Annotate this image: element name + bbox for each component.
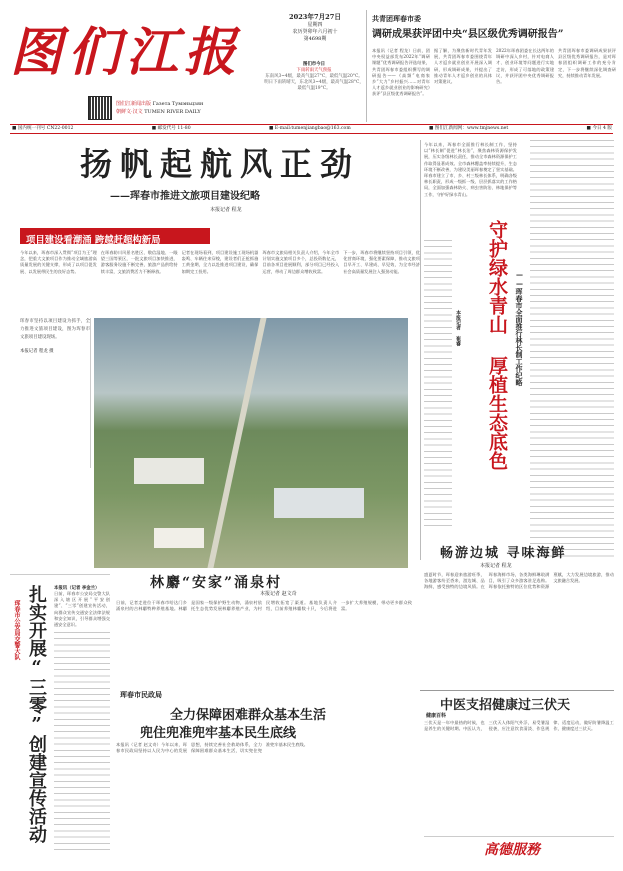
- photo-building-2: [274, 488, 364, 518]
- info-web: ■ 图们江新闻网：www.tmjnews.net: [428, 126, 509, 131]
- top-right-col-1: 本报讯（记者 程龙）日前，团中央权益部发布2022年“调研课题”优秀调研报告评选结果，共青团珲春市委组织撰写的调研报告——《高频”电商家乡”大力”乡村振兴……对青年人才返乡就业创业的影响研究》获评“县区级优秀调研报告”。: [372, 48, 430, 97]
- medical-text: 三伏天是一年中最热的时候，也是养生的关键时期。中医认为，三伏天人体阳气外浮，易受暑湿侵袭，应注意饮食清淡、作息规律、适度运动，做好防暑降温工作，健康度过三伏天。: [424, 720, 614, 732]
- middle-headline: 林麝“安家”涌泉村: [150, 575, 283, 591]
- middle-body: [116, 600, 412, 670]
- paper-en: TUMEN RIVER DAILY: [144, 109, 201, 115]
- left-vertical-subtitle: 珲春市公安局交警大队: [13, 600, 20, 660]
- info-pages: ■ 今日 4 版: [586, 126, 612, 131]
- lead-body: [20, 250, 420, 310]
- lead-col-3: 记者在现场看到，项目建设施工现场机器轰鸣、车辆往来穿梭，建设者们正抢抓施工黄金期，全力以赴推进项目建设，确保如期完工投用。: [181, 250, 259, 274]
- left-vertical-title: 扎实开展“三零”创建宣传活动: [26, 585, 47, 843]
- left-vertical-lines: [54, 632, 110, 852]
- logo: [10, 8, 260, 98]
- info-bar: [12, 125, 612, 133]
- right-feature-title: 守护绿水青山 厚植生态底色: [486, 220, 508, 470]
- weekday: 星期四: [307, 22, 323, 28]
- middle-byline: 本报记者 赵文奇: [260, 591, 297, 597]
- weather-title: 图们市今日: [303, 62, 325, 67]
- medical-byline: 健康百科: [426, 713, 447, 719]
- weather-box: [264, 62, 364, 114]
- lead-photo-credit: 本报记者 程龙 摄: [20, 349, 54, 354]
- lead-aerial-photo: [94, 318, 408, 568]
- qr-code: [88, 96, 112, 120]
- issue-date: 2023年7月27日: [289, 13, 341, 21]
- top-right-headline: 调研成果获评团中央“县区级优秀调研报告”: [372, 29, 564, 40]
- publisher-info: [116, 100, 266, 116]
- right-feature-body: 今年以来，珲春市全面推行林长制工作，坚持以“林长制”促进“林长治”，聚焦森林资源保护发展，压实各级林长责任，推动全市森林资源保护工作取得显著成效。全市森林覆盖率持续提升，生态环境不断改善，为建设美丽珲春奠定了坚实基础。珲春市建立了市、乡、村三级林长体系，明确各级林长职责，形成一级抓一级、层层抓落实的工作格局，全面加强森林防火、病虫害防治、林地保护等工作，守护好绿水青山。: [424, 142, 517, 197]
- paper-kr: Газета Тумэньцзян: [152, 101, 204, 107]
- lead-col-5: 下一步，珲春市将继续坚持项目引领，优化营商环境，强化要素保障，推动文旅项目早开工、早建成、早见效，为全市经济社会高质量发展注入强劲动能。: [343, 250, 420, 274]
- travel-byline: 本报记者 程龙: [480, 563, 512, 569]
- travel-body: [424, 572, 614, 682]
- medical-body: [424, 720, 614, 830]
- lead-banner: [20, 228, 210, 244]
- medical-ad-text: 高德服務: [484, 842, 540, 858]
- logo-text: 图们江报: [10, 22, 243, 83]
- lead-col-2: 在珲春防川风景名胜区、敬信湿地、一眼望三国等景区，一批文旅项目加快推进，游客服务设施不断完善，旅游产品供给持续丰富，文旅消费活力不断释放。: [100, 250, 178, 274]
- top-right-body: [372, 48, 616, 120]
- left-box-rule: [10, 574, 110, 575]
- civil-body: [116, 742, 412, 862]
- masthead-divider: [366, 10, 367, 122]
- info-email: ■ E-mail:tumenjiangbao@163.com: [268, 126, 351, 131]
- lead-col-1: 今年以来，珲春市深入贯彻“项目为王”理念，把重大文旅项目作为推动全域旅游高质量发展的关键支撑，形成了以项目促发展、以发展带民生的良好态势。: [20, 250, 97, 274]
- right-feature-subtitle: ——珲春市全面推行林长制工作纪略: [515, 270, 524, 386]
- right-column-divider: [420, 140, 421, 560]
- top-right-col-3: 2022年珲春团委在长达两年的调研中深入乡村，针对电商人才、创业环境等问题进行实地走访，形成了可落地的政策建议，并获评团中央优秀调研报告。: [496, 48, 554, 85]
- medical-rule: [420, 690, 614, 691]
- lead-col-4: 珲春市文旅局相关负责人介绍，今年全市计划实施文旅项目多个，总投资数亿元，目前各项目进展顺利，部分项目已经投入运营，带动了周边群众增收致富。: [262, 250, 340, 274]
- medical-headline: 中医支招健康过三伏天: [440, 698, 571, 713]
- lead-photo-caption: 珲春市坚持以项目建设为抓手，全力推进文旅项目建设，图为珲春市文旅项目建设现场。: [20, 319, 90, 340]
- publisher-cn: 图们江新闻出版: [116, 101, 152, 107]
- lead-caption-box: [20, 318, 91, 468]
- left-vertical-byline: 本报讯（记者 李金兰）: [54, 586, 100, 591]
- date-box: [284, 12, 346, 64]
- photo-road: [207, 318, 266, 568]
- travel-text: 盛夏时节，珲春迎来旅游旺季，各地游客纷至沓来，游边城、品海鲜，感受独特的边境风情。在珲春海鲜市场，各类海鲜琳琅满目，吸引了众多游客驻足选购。珲春依托独特的区位优势和资源禀赋，大力发展边境旅游，推动文旅融合发展。: [424, 572, 614, 590]
- info-rule: [10, 133, 613, 134]
- right-feature-byline: 本报记者 崔睿: [455, 310, 461, 346]
- middle-text: 日前，记者走进位于珲春市哈达门乡涌泉村的吉林麝特种养殖基地。林麝是国家一级保护野生动物，涌泉村依托生态优势发展林麝养殖产业，为村民增收拓宽了渠道。基地负责人介绍，目前养殖林麝数十只，今后将进一步扩大养殖规模，带动更多群众致富。: [116, 600, 412, 612]
- top-right-kicker: 共青团珲春市委: [372, 14, 421, 23]
- info-post: ■ 邮发代号 11-80: [151, 126, 191, 131]
- left-vertical-text: 日前，珲春市公安局交警大队深入辖区开展“平安创建”、“三零”创建宣传活动，向群众宣传交通安全法律法规和安全知识，引导群众增强交通安全意识。: [54, 591, 110, 628]
- info-cn: ■ 国内统一刊号 CN22-0012: [12, 126, 74, 131]
- civil-headline-1: 全力保障困难群众基本生活: [170, 708, 327, 723]
- left-vertical-body: [54, 585, 110, 865]
- lead-byline: 本报记者 程龙: [210, 207, 242, 213]
- top-right-col-2: 据了解，为聚焦新时代青年发展，共青团珲春市委围绕青年人才返乡就业创业开展深入调研，形成调研成果，并提出了推动青年人才返乡创业的具体对策建议。: [434, 48, 492, 85]
- weather-line-2: 东南风3~4级，最高气温27°C，最低气温20°C。明日下雨转晴天，东北风3~4级，最高气温28°C，最低气温19°C。: [264, 74, 364, 91]
- weather-line-1: 下雨转雨天气预报: [296, 68, 332, 73]
- medical-ad: [424, 836, 614, 863]
- photo-building-1: [134, 458, 204, 484]
- civil-headline-2: 兜住兜准兜牢基本民生底线: [140, 726, 297, 741]
- top-right-col-4: 共青团珲春市委调研成果获评县区级优秀调研报告，是对珲春团组织调研工作的充分肯定，下一步将继续深化调查研究，持续推动青年发展。: [558, 48, 616, 78]
- issue-number: 第4698期: [303, 36, 327, 42]
- lunar-date: 农历癸卯年六月初十: [292, 29, 338, 35]
- travel-headline: 畅游边城 寻味海鲜: [440, 546, 567, 561]
- lead-headline: 扬帆起航风正劲: [79, 145, 360, 183]
- lead-banner-text: 项目建设看潮涌 跨越赶超构新局: [26, 235, 161, 246]
- civil-text: 本报讯（记者 赵文奇）今年以来，珲春市民政局坚持以人民为中心的发展思想，持续完善社会救助体系，全力保障困难群众基本生活，切实兜住兜准兜牢基本民生底线。: [116, 742, 308, 754]
- photo-building-3: [154, 528, 204, 548]
- publisher-kr: 朝鲜文·汉文: [116, 109, 143, 115]
- lead-subhead: ——珲春市推进文旅项目建设纪略: [110, 191, 260, 202]
- civil-kicker: 珲春市民政局: [120, 690, 162, 699]
